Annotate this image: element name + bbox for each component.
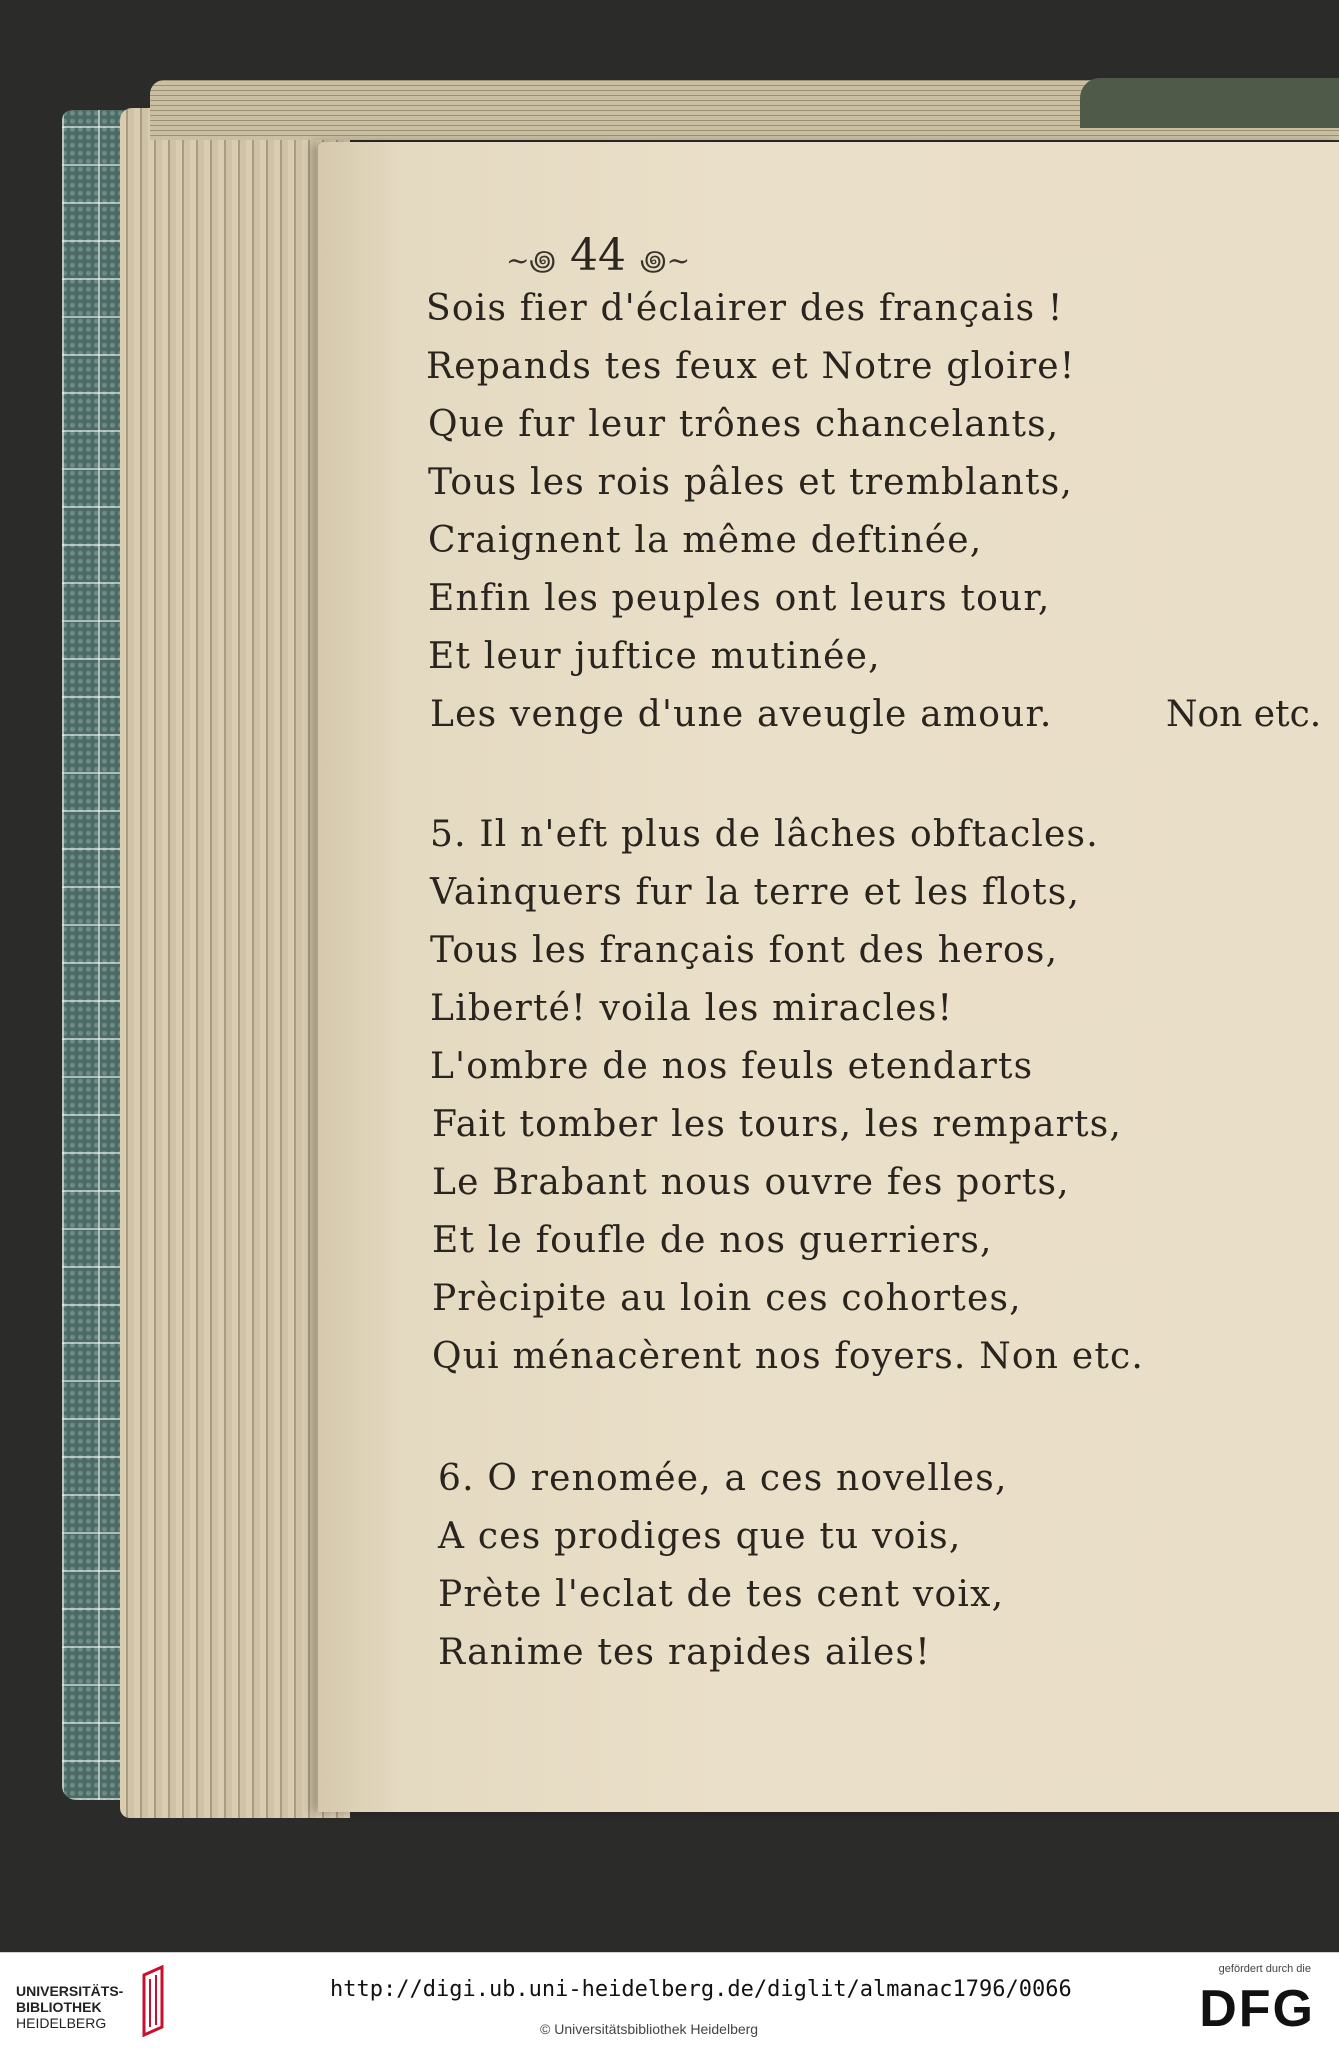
verse-line: Et le foufle de nos guerriers, <box>432 1220 993 1261</box>
verse-line: Vainquers fur la terre et les flots, <box>430 872 1081 913</box>
verse-line: Que fur leur trônes chancelants, <box>428 404 1060 445</box>
page-header <box>318 230 878 281</box>
dfg-logo: DFG <box>1199 1980 1315 2038</box>
permalink-url[interactable]: http://digi.ub.uni-heidelberg.de/diglit/almanac1796/0066 <box>330 1977 1072 2002</box>
viewer-footer <box>0 1952 1339 2055</box>
verse-line: Le Brabant nous ouvre fes ports, <box>432 1162 1070 1203</box>
verse-line: Tous les rois pâles et tremblants, <box>428 462 1074 503</box>
library-name-line1: UNIVERSITÄTS- <box>16 1983 124 1999</box>
verse-line: Ranime tes rapides ailes! <box>438 1632 931 1673</box>
library-name-line3: HEIDELBERG <box>16 2015 107 2031</box>
copyright-notice: © Universitätsbibliothek Heidelberg <box>540 2021 759 2037</box>
verse-line: Qui ménacèrent nos foyers. Non etc. <box>432 1336 1144 1377</box>
verse-line: Tous les français font des heros, <box>430 930 1059 971</box>
verse-line: Prète l'eclat de tes cent voix, <box>438 1574 1005 1615</box>
book-page <box>318 142 1339 1812</box>
verse-line: Et leur juftice mutinée, <box>428 636 881 677</box>
ornament-left: ~꩜ <box>505 244 556 277</box>
library-name-line2: BIBLIOTHEK <box>16 1999 102 2015</box>
book-cover-top <box>1080 78 1339 128</box>
library-logo-icon <box>140 1965 168 2037</box>
verse-line: Liberté! voila les miracles! <box>430 988 954 1029</box>
verse-line: Les venge d'une aveugle amour. <box>430 694 1053 735</box>
verse-line: 6. O renomée, a ces novelles, <box>438 1458 1008 1499</box>
library-name <box>16 1983 123 2031</box>
verse-line: Fait tomber les tours, les remparts, <box>432 1104 1123 1145</box>
funded-by-label: gefördert durch die <box>1218 1963 1311 1975</box>
verse-line: Repands tes feux et Notre gloire! <box>426 346 1076 387</box>
page-number: 44 <box>570 230 626 281</box>
refrain-note: Non etc. <box>1166 694 1322 735</box>
ornament-right: ꩜~ <box>640 244 691 277</box>
page-stack-edges <box>120 108 350 1818</box>
verse-line: Prècipite au loin ces cohortes, <box>432 1278 1022 1319</box>
verse-line: L'ombre de nos feuls etendarts <box>430 1046 1034 1087</box>
verse-line: Enfin les peuples ont leurs tour, <box>428 578 1051 619</box>
verse-line: 5. Il n'eft plus de lâches obftacles. <box>430 814 1099 855</box>
verse-line: Craignent la même deftinée, <box>428 520 983 561</box>
verse-line: A ces prodiges que tu vois, <box>438 1516 962 1557</box>
verse-line: Sois fier d'éclairer des français ! <box>426 288 1064 329</box>
